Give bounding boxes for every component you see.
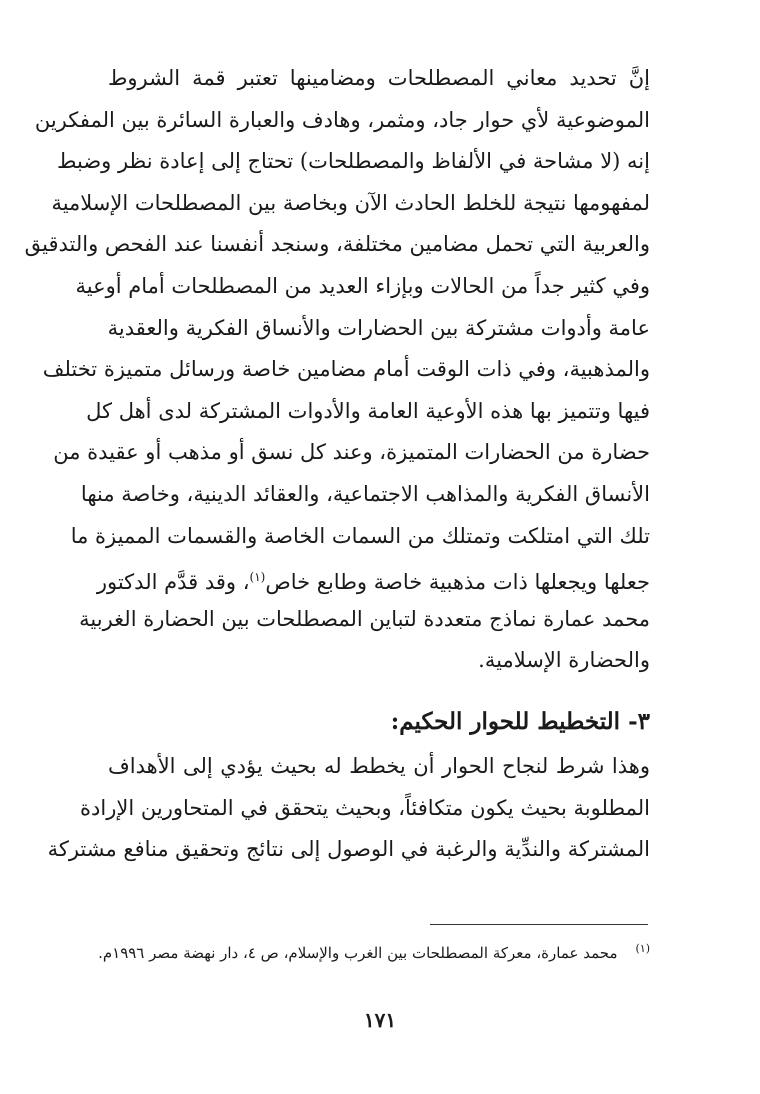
section-paragraph (47, 746, 650, 871)
body-line: لمفهومها نتيجة للخلط الحادث الآن وبخاصة بين المصطلحات الإسلامية (51, 190, 650, 215)
body-line: فيها وتتميز بها هذه الأوعية العامة والأدوات المشتركة لدى أهل كل (86, 398, 650, 423)
footnote (98, 935, 650, 963)
body-line-with-footnote-ref (96, 557, 650, 599)
body-line: تلك التي امتلكت وتمتلك من السمات الخاصة والقسمات المميزة ما (70, 523, 650, 548)
footnote-divider (430, 924, 648, 925)
body-line: وفي كثير جداً من الحالات وبإزاء العديد من المصطلحات أمام أوعية (75, 273, 650, 298)
body-paragraph (24, 58, 650, 682)
body-line: الأنساق الفكرية والمذاهب الاجتماعية، والعقائد الدينية، وخاصة منها (80, 481, 650, 506)
body-line-text: جعلها ويجعلها ذات مذهبية خاصة وطابع خاص (265, 570, 650, 595)
footnote-text: محمد عمارة، معركة المصطلحات بين الغرب والإسلام، ص ٤، دار نهضة مصر ١٩٩٦م. (98, 944, 618, 962)
body-line: والعربية التي تحمل مضامين مختلفة، وسنجد أنفسنا عند الفحص والتدقيق (24, 232, 650, 257)
body-line: حضارة من الحضارات المتميزة، وعند كل نسق أو مذهب أو عقيدة من (53, 440, 650, 465)
section-heading: ٣- التخطيط للحوار الحكيم: (390, 708, 650, 735)
body-line: والحضارة الإسلامية. (478, 648, 650, 673)
body-line: إنَّ تحديد معاني المصطلحات ومضامينها تعتبر قمة الشروط (108, 66, 650, 90)
body-line: محمد عمارة نماذج متعددة لتباين المصطلحات بين الحضارة الغربية (79, 606, 650, 631)
body-line-tail: ، وقد قدَّم الدكتور (96, 570, 250, 595)
body-line: الموضوعية لأي حوار جاد، ومثمر، وهادف والعبارة السائرة بين المفكرين (34, 107, 650, 132)
footnote-reference[interactable]: (١) (249, 570, 266, 585)
body-line: والمذهبية، وفي ذات الوقت أمام مضامين خاصة ورسائل متميزة تختلف (42, 357, 650, 382)
section-line: المطلوبة بحيث يكون متكافئاً، وبحيث يتحقق في المتحاورين الإرادة (80, 795, 650, 820)
body-line: عامة وأدوات مشتركة بين الحضارات والأنساق الفكرية والعقدية (107, 315, 650, 340)
body-line: إنه (لا مشاحة في الألفاظ والمصطلحات) تحتاج إلى إعادة نظر وضبط (57, 149, 650, 174)
section-line: وهذا شرط لنجاح الحوار أن يخطط له بحيث يؤدي إلى الأهداف (108, 754, 650, 778)
section-line: المشتركة والندِّية والرغبة في الوصول إلى نتائج وتحقيق منافع مشتركة (47, 837, 650, 862)
page-number: ١٧١ (363, 1008, 397, 1032)
footnote-marker: (١) (635, 942, 650, 955)
